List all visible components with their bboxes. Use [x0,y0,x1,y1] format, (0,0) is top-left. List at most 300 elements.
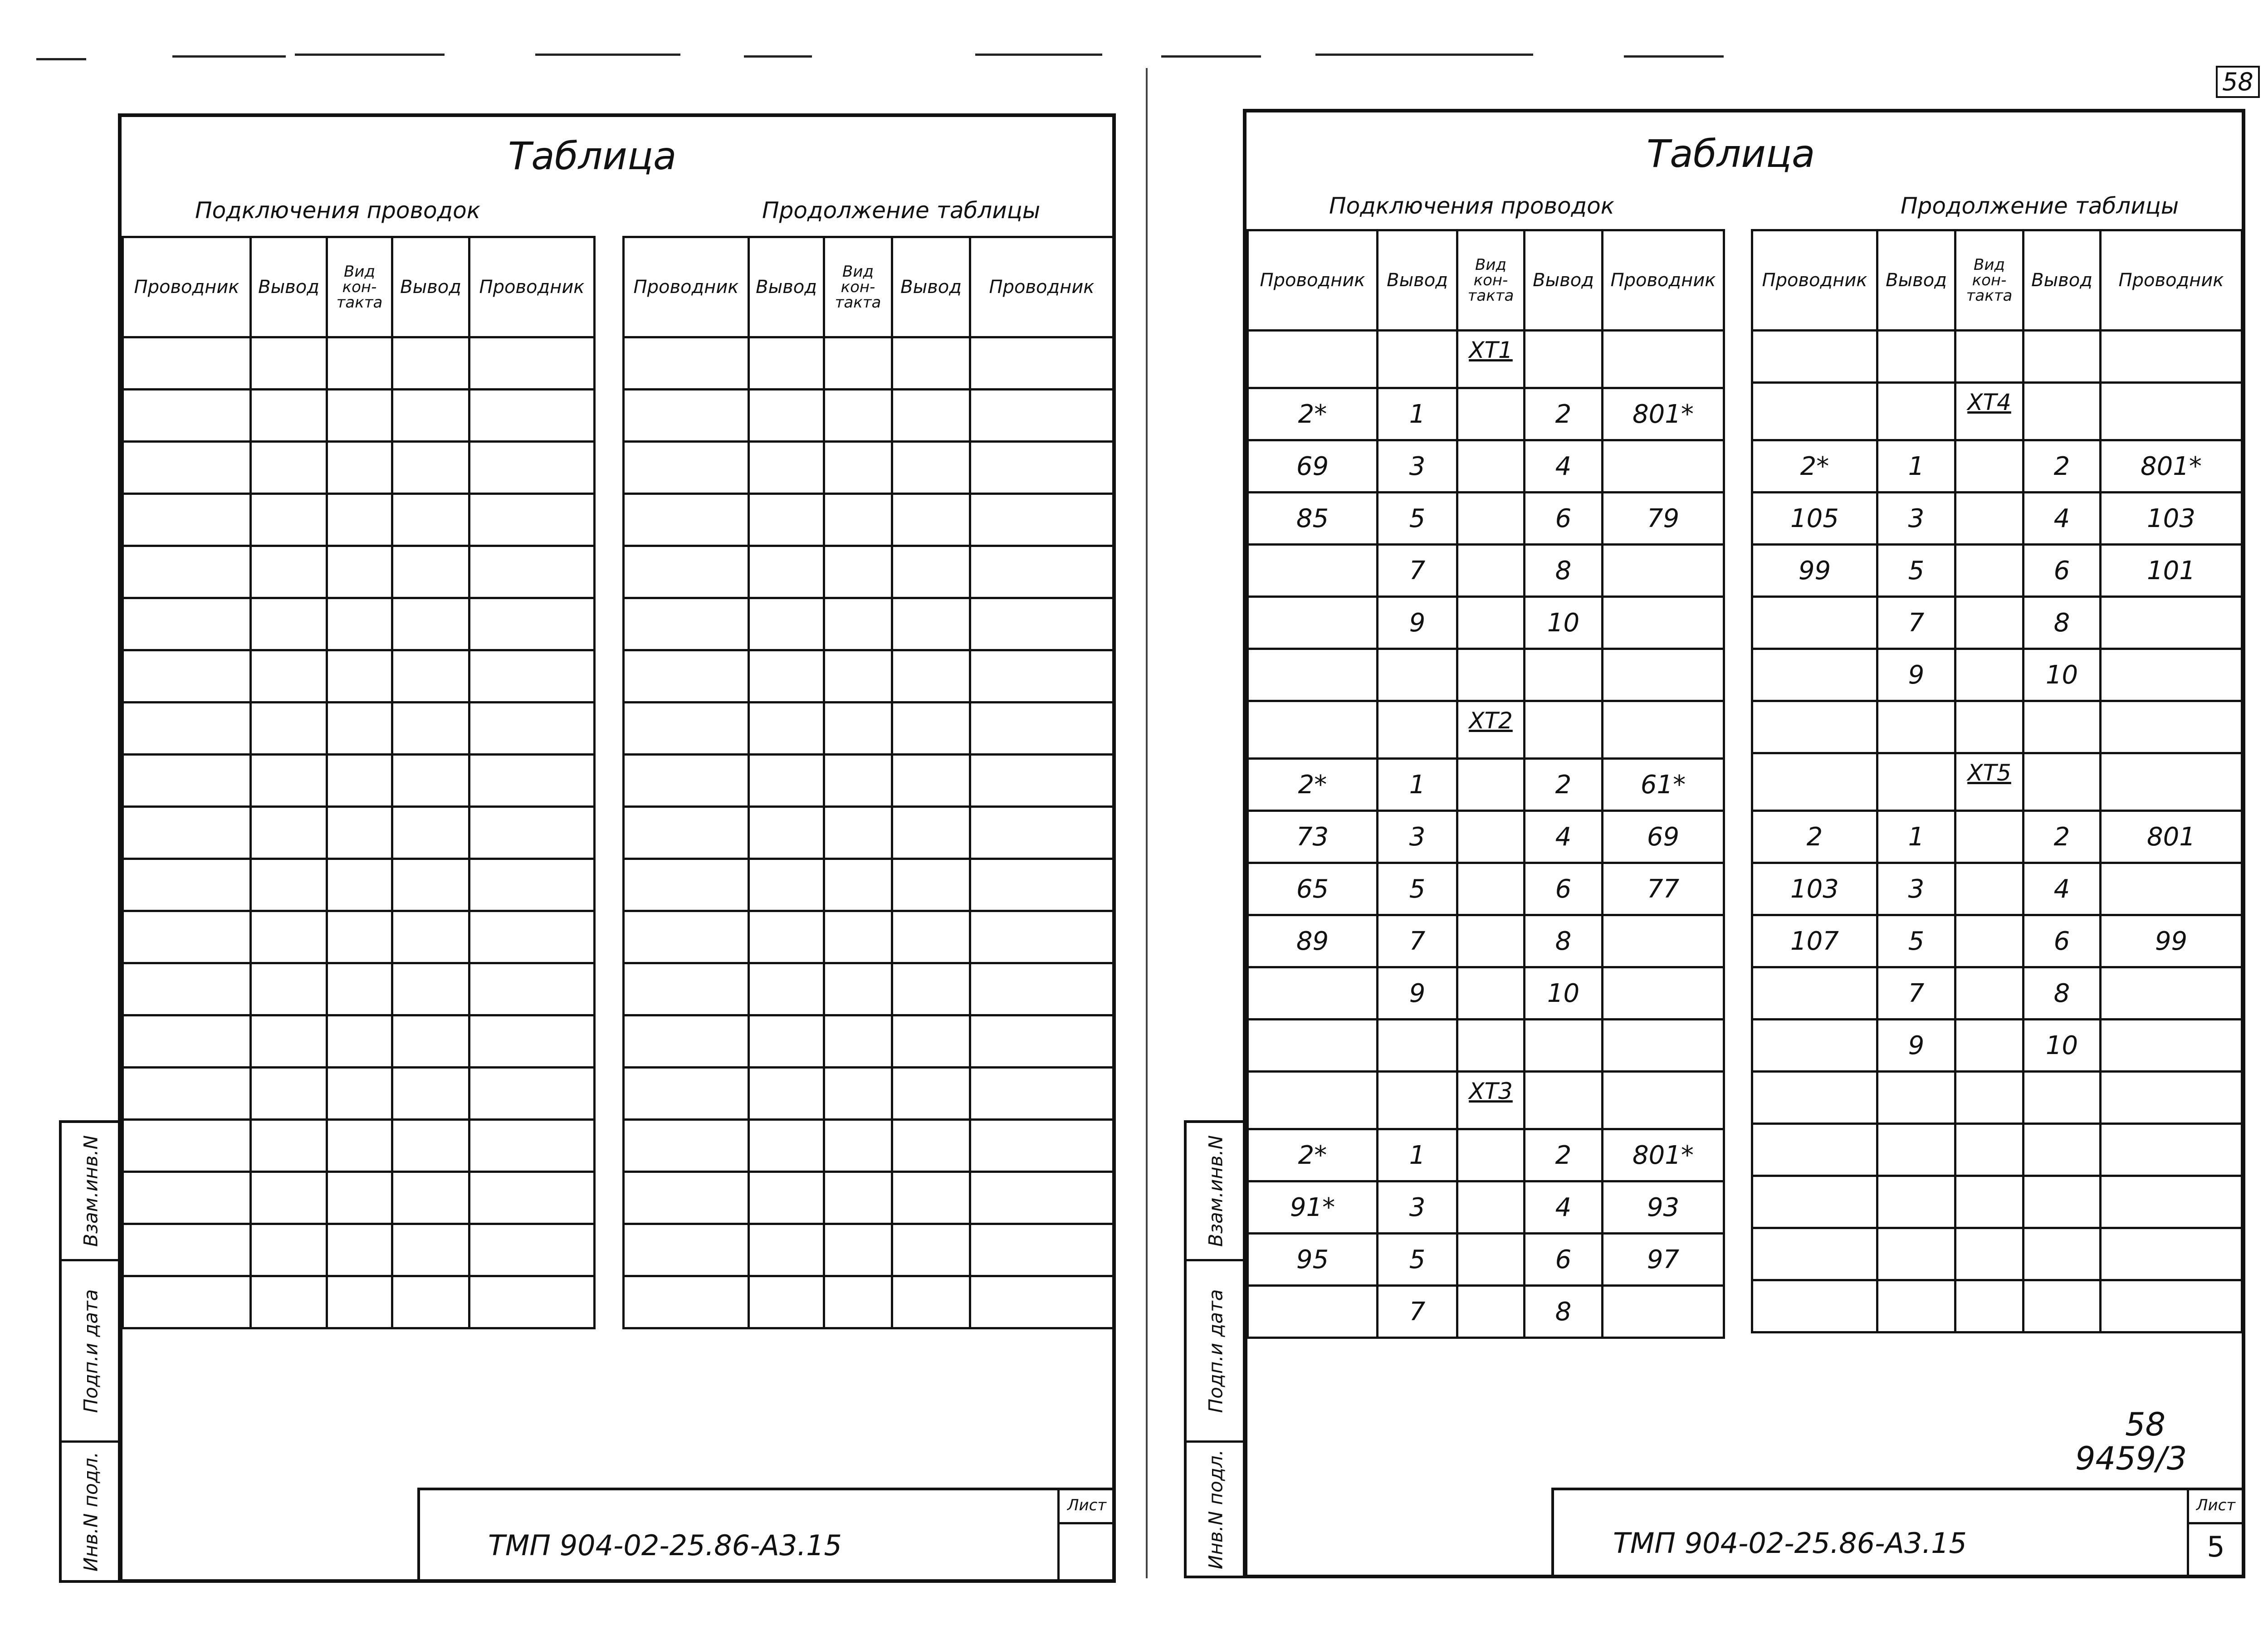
table-row [624,1120,1114,1172]
table-cell [824,1068,892,1120]
table-row [1752,1072,2242,1124]
table-cell [824,1120,892,1172]
table-cell [749,1276,824,1328]
table-row [624,911,1114,963]
sidebar-cell-inventory [62,1440,120,1580]
table-cell [970,963,1114,1015]
table-cell [624,911,749,963]
table-cell: 107 [1752,915,1877,967]
table-cell [469,807,595,859]
table-cell: 8 [1525,915,1603,967]
table-cell [2024,1072,2101,1124]
table-cell [469,598,595,650]
header-terminal: Вывод [251,237,327,337]
table-cell [123,442,251,494]
table-cell: 93 [1603,1181,1724,1234]
table-cell [624,1120,749,1172]
table-cell: 7 [1877,597,1955,649]
table-cell [624,1172,749,1224]
table-row [624,1068,1114,1120]
table-cell [123,1120,251,1172]
table-cell: 1 [1877,440,1955,493]
table-cell: 9 [1378,597,1457,649]
table-cell [892,650,970,703]
table-cell [327,963,392,1015]
table-cell: 1 [1378,388,1457,440]
table-cell: 3 [1877,863,1955,915]
table-cell: 8 [2024,967,2101,1020]
table-row [1248,388,1724,440]
header-contact-type: Вид кон-такта [327,237,392,337]
table-cell: 2* [1752,440,1877,493]
table-cell [970,755,1114,807]
table-cell: 7 [1378,545,1457,597]
right-continuation-table [1751,229,2243,1333]
corner-mark: 58 [2216,66,2260,98]
header-conductor: Проводник [970,237,1114,337]
table-cell [1752,967,1877,1020]
table-cell: 69 [1603,811,1724,863]
table-cell [392,494,469,546]
table-cell [123,1224,251,1276]
table-row [123,546,595,598]
table-cell [970,911,1114,963]
table-cell [392,911,469,963]
table-cell [624,494,749,546]
table-cell [892,807,970,859]
table-cell [251,494,327,546]
table-cell [327,1120,392,1172]
table-cell [970,337,1114,390]
table-cell [970,494,1114,546]
table-cell: 2* [1248,1129,1378,1181]
table-cell: 73 [1248,811,1378,863]
table-row [123,390,595,442]
table-cell: 5 [1378,1234,1457,1286]
table-cell [824,859,892,911]
table-row [123,911,595,963]
table-row [1752,1020,2242,1072]
table-cell [392,650,469,703]
table-cell: 65 [1248,863,1378,915]
table-cell [392,1172,469,1224]
table-cell [1248,701,1378,759]
table-cell [624,755,749,807]
table-row [1248,863,1724,915]
terminal-block-label [1955,493,2024,545]
table-cell: 2 [1525,759,1603,811]
table-row [123,755,595,807]
left-connections-table [122,236,596,1329]
table-cell [392,963,469,1015]
table-cell [1752,1072,1877,1124]
table-cell [251,337,327,390]
table-cell [1752,383,1877,440]
table-cell [251,859,327,911]
table-cell [2101,1124,2242,1176]
table-row [1248,1072,1724,1129]
right-document-code: ТМП 904-02-25.86-А3.15 [1613,1527,1967,1560]
right-connections-table [1246,229,1725,1339]
table-cell: 801* [2101,440,2242,493]
table-cell [749,598,824,650]
table-cell [251,1172,327,1224]
table-cell [123,598,251,650]
table-cell [749,337,824,390]
table-cell [251,546,327,598]
table-cell [1752,753,1877,811]
table-cell [1752,1020,1877,1072]
table-cell [123,337,251,390]
table-cell: 1 [1378,759,1457,811]
terminal-block-label [1457,863,1525,915]
table-cell: 9 [1378,967,1457,1020]
table-row [1248,1020,1724,1072]
sidebar-label-signature: Подп.и дата [79,1289,102,1413]
table-cell [749,807,824,859]
sidebar-cell-inventory [1187,1440,1245,1576]
table-cell [892,494,970,546]
table-cell [2024,1280,2101,1332]
table-cell [1603,967,1724,1020]
terminal-block-label: XT5 [1955,753,2024,811]
table-cell [327,911,392,963]
header-contact-type: Вид кон-такта [1955,230,2024,331]
table-cell [1378,701,1457,759]
table-cell [1603,1286,1724,1338]
table-cell [1248,597,1378,649]
table-cell: 103 [2101,493,2242,545]
table-cell [469,494,595,546]
table-cell [1752,1280,1877,1332]
table-cell [970,1120,1114,1172]
scan-artifact-line [1624,55,1724,58]
terminal-block-label [1955,545,2024,597]
table-cell [1752,597,1877,649]
table-cell: 2 [2024,440,2101,493]
table-cell [392,1068,469,1120]
terminal-block-label [1955,440,2024,493]
table-cell [1603,1072,1724,1129]
table-cell: 97 [1603,1234,1724,1286]
table-cell [123,755,251,807]
table-row [123,807,595,859]
table-cell [892,1172,970,1224]
table-cell [1248,649,1378,701]
table-cell [251,755,327,807]
table-cell [892,963,970,1015]
table-cell [327,390,392,442]
left-subtitle-connections: Подключения проводок [195,197,480,224]
table-cell: 8 [1525,545,1603,597]
table-cell [749,911,824,963]
sidebar-label-signature: Подп.и дата [1204,1289,1227,1413]
table-cell [970,442,1114,494]
table-cell: 79 [1603,493,1724,545]
sidebar-label-replacement: Взам.инв.N [79,1135,102,1247]
table-cell [327,494,392,546]
table-cell: 103 [1752,863,1877,915]
header-terminal: Вывод [1378,230,1457,331]
table-row [123,337,595,390]
header-terminal: Вывод [1877,230,1955,331]
table-cell [1248,331,1378,388]
table-cell [624,963,749,1015]
table-cell [1378,1072,1457,1129]
scan-artifact-line [172,55,286,58]
handwritten-archive-number: 9459/3 [2075,1440,2187,1477]
header-contact-type: Вид кон-такта [1457,230,1525,331]
header-conductor: Проводник [1603,230,1724,331]
table-cell [251,390,327,442]
table-cell: 2 [2024,811,2101,863]
table-cell [327,1224,392,1276]
header-terminal: Вывод [749,237,824,337]
table-cell [327,859,392,911]
table-cell [1877,1072,1955,1124]
table-row [1248,545,1724,597]
table-cell: 4 [2024,493,2101,545]
sidebar-label-inventory: Инв.N подл. [1204,1449,1227,1569]
table-cell [970,1068,1114,1120]
table-cell [892,1276,970,1328]
handwritten-page-number: 58 [2125,1406,2166,1443]
left-sheet-label: Лист [1060,1490,1114,1524]
table-cell [123,1015,251,1068]
right-approval-sidebar [1184,1120,1247,1578]
table-cell [251,911,327,963]
table-cell [824,650,892,703]
table-cell [1603,545,1724,597]
table-cell: 9 [1877,1020,1955,1072]
table-cell [824,546,892,598]
table-cell [469,1172,595,1224]
table-cell [624,650,749,703]
table-cell [1877,383,1955,440]
table-cell [824,911,892,963]
terminal-block-label [1457,1234,1525,1286]
table-cell [327,1172,392,1224]
table-cell: 8 [2024,597,2101,649]
table-cell [824,1276,892,1328]
table-cell [123,911,251,963]
table-cell [1603,915,1724,967]
table-cell [1378,649,1457,701]
table-row [624,494,1114,546]
table-cell [624,807,749,859]
table-cell [2101,753,2242,811]
table-row [1248,1234,1724,1286]
table-cell: 9 [1877,649,1955,701]
table-cell [1877,1228,1955,1280]
table-row [123,1224,595,1276]
terminal-block-label [1955,649,2024,701]
table-cell [392,703,469,755]
scan-artifact-line [535,54,680,56]
table-cell [1877,1124,1955,1176]
table-cell [327,807,392,859]
table-cell [892,703,970,755]
table-cell [327,598,392,650]
table-cell [2101,597,2242,649]
table-cell [970,859,1114,911]
table-cell [624,859,749,911]
table-row [624,1276,1114,1328]
terminal-block-label [1955,1124,2024,1176]
table-cell: 6 [2024,915,2101,967]
table-cell [749,1120,824,1172]
table-cell [970,1276,1114,1328]
table-cell: 5 [1877,545,1955,597]
table-cell [2101,967,2242,1020]
table-cell [251,703,327,755]
table-row [1752,915,2242,967]
table-row [1248,331,1724,388]
table-cell: 5 [1877,915,1955,967]
table-cell [1525,701,1603,759]
terminal-block-label [1457,649,1525,701]
table-cell [123,546,251,598]
table-cell [2024,383,2101,440]
table-row [1248,597,1724,649]
table-cell: 2 [1525,1129,1603,1181]
terminal-block-label [1457,440,1525,493]
terminal-block-label [1955,1280,2024,1332]
table-cell [123,650,251,703]
table-row [1248,701,1724,759]
table-cell [2024,331,2101,383]
table-row [624,755,1114,807]
table-cell [1248,1072,1378,1129]
table-row [1752,701,2242,753]
table-row [123,1172,595,1224]
right-sheet-number: 5 [2207,1530,2225,1563]
table-cell [2101,701,2242,753]
table-cell [1248,1286,1378,1338]
table-cell [1752,649,1877,701]
table-cell [2024,701,2101,753]
terminal-block-label [1955,701,2024,753]
table-cell [749,703,824,755]
table-cell [970,598,1114,650]
table-cell [469,1120,595,1172]
table-cell: 6 [2024,545,2101,597]
table-cell [970,1172,1114,1224]
table-cell [824,1172,892,1224]
sidebar-cell-replacement [62,1123,120,1259]
table-row [1248,440,1724,493]
table-cell [392,390,469,442]
table-cell: 801* [1603,388,1724,440]
table-row [624,1224,1114,1276]
right-sheet-box [2187,1490,2243,1576]
table-cell [469,390,595,442]
table-cell: 69 [1248,440,1378,493]
table-cell [824,442,892,494]
table-cell: 6 [1525,493,1603,545]
right-sheet-label: Лист [2189,1490,2243,1524]
table-cell [892,1120,970,1172]
table-cell [123,703,251,755]
table-cell [824,390,892,442]
scan-artifact-line [1161,55,1261,58]
table-cell [392,442,469,494]
header-contact-type: Вид кон-такта [824,237,892,337]
table-cell [824,755,892,807]
right-title-block [1551,1488,2245,1578]
table-row [123,1120,595,1172]
table-cell [2101,1176,2242,1228]
table-cell [123,807,251,859]
table-cell [251,1276,327,1328]
table-cell: 105 [1752,493,1877,545]
table-row [1752,967,2242,1020]
table-cell [624,703,749,755]
table-cell [970,1224,1114,1276]
table-cell: 61* [1603,759,1724,811]
terminal-block-label [1955,1072,2024,1124]
table-cell [123,494,251,546]
table-cell [624,442,749,494]
table-cell [1603,597,1724,649]
table-cell [749,755,824,807]
table-cell [251,442,327,494]
table-cell [251,1120,327,1172]
table-cell: 4 [1525,440,1603,493]
table-cell [1603,701,1724,759]
terminal-block-label [1955,1020,2024,1072]
table-row [1248,1129,1724,1181]
terminal-block-label [1955,915,2024,967]
table-row [1752,440,2242,493]
table-cell [824,963,892,1015]
table-row [624,598,1114,650]
table-row [1752,649,2242,701]
table-cell [749,859,824,911]
table-cell [392,1015,469,1068]
table-row [1752,753,2242,811]
table-cell [824,337,892,390]
terminal-block-label: XT4 [1955,383,2024,440]
table-cell [2101,1280,2242,1332]
table-cell [327,1015,392,1068]
table-cell [469,442,595,494]
table-cell [251,1015,327,1068]
table-row [1248,915,1724,967]
table-cell [1525,649,1603,701]
table-cell [892,442,970,494]
right-subtitle-connections: Подключения проводок [1329,193,1614,219]
table-row [624,1172,1114,1224]
table-cell: 801 [2101,811,2242,863]
left-continuation-table [622,236,1114,1329]
table-row [1752,545,2242,597]
table-cell [892,337,970,390]
table-cell [2101,1020,2242,1072]
table-cell [1378,1020,1457,1072]
table-cell [251,1224,327,1276]
table-row [123,859,595,911]
table-cell: 77 [1603,863,1724,915]
header-conductor: Проводник [2101,230,2242,331]
table-row [624,807,1114,859]
table-row [1248,967,1724,1020]
table-cell [892,755,970,807]
table-row [1752,493,2242,545]
table-cell [469,650,595,703]
table-cell [392,1276,469,1328]
terminal-block-label [1457,597,1525,649]
